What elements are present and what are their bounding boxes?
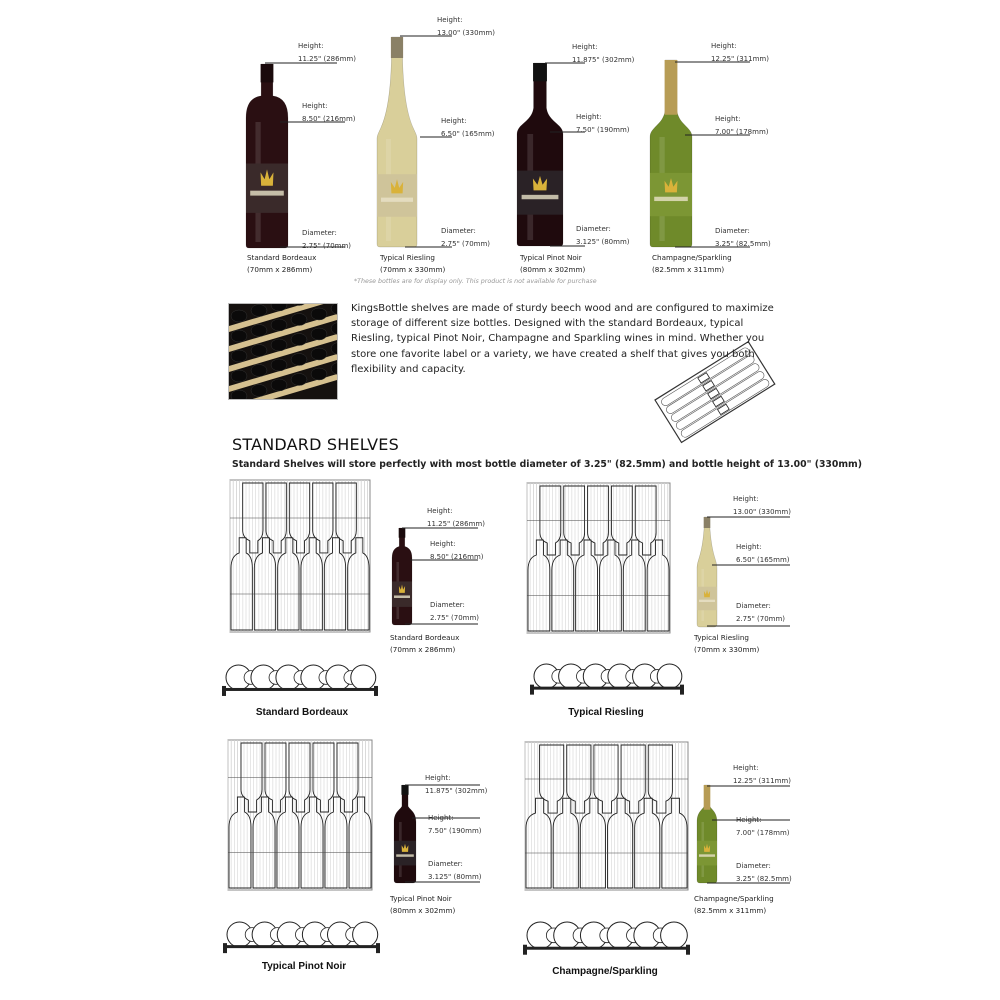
panel-bottle-champagne (697, 785, 717, 883)
height-shoulder-annotation (428, 812, 482, 838)
bottle-capsule (704, 517, 711, 528)
bottle-end-circle (353, 922, 378, 947)
bottle-dims: (70mm x 330mm) (694, 645, 760, 654)
annotation-label: Diameter: (430, 601, 465, 609)
bottle-end-circle (657, 664, 682, 689)
kingsbottle-wordmark (699, 854, 715, 856)
wine-bottle (231, 350, 247, 362)
panel-caption-riesling: Typical Riesling (568, 707, 644, 718)
annotation-label: Diameter: (428, 860, 463, 868)
bottle-capsule (533, 63, 547, 81)
shelf-photo-image (229, 304, 337, 399)
annotation-label: Height: (733, 764, 759, 772)
bottle-name-label (694, 893, 774, 917)
annotation-label: Diameter: (715, 227, 750, 235)
annotation-value: 11.25" (286mm) (427, 520, 485, 528)
panel-bottle-bordeaux (392, 528, 412, 625)
panel-bottle-pinot (394, 785, 416, 883)
wine-bottle (231, 370, 247, 382)
shelf-side-drawing-pinot (223, 922, 380, 953)
annotation-value: 3.125" (80mm) (576, 238, 630, 246)
bottle-capsule (665, 60, 678, 115)
diameter-annotation (302, 227, 351, 253)
kingsbottle-wordmark (381, 198, 413, 202)
wine-bottle (271, 319, 287, 331)
bottle-name: Typical Riesling (380, 253, 435, 262)
annotation-label: Height: (572, 43, 598, 51)
bottle-dims: (82.5mm x 311mm) (652, 265, 725, 274)
annotation-label: Diameter: (302, 229, 337, 237)
wine-bottle (231, 310, 247, 322)
bottle-riesling (377, 37, 417, 247)
annotation-label: Height: (428, 814, 454, 822)
height-shoulder-annotation (715, 113, 769, 139)
bottle-capsule (391, 37, 403, 58)
wine-bottle (311, 348, 327, 360)
height-shoulder-annotation (302, 100, 356, 126)
annotation-label: Height: (425, 774, 451, 782)
annotation-label: Diameter: (576, 225, 611, 233)
height-total-annotation (427, 505, 485, 531)
wine-bottle (311, 368, 327, 380)
wine-bottle (231, 330, 247, 342)
shelf-rail (523, 947, 690, 950)
annotation-value: 7.50" (190mm) (428, 827, 482, 835)
height-shoulder-annotation (441, 115, 495, 141)
annotation-label: Height: (302, 102, 328, 110)
annotation-value: 11.875" (302mm) (425, 787, 488, 795)
annotation-label: Diameter: (736, 602, 771, 610)
bottle-dims: (70mm x 330mm) (380, 265, 446, 274)
bottle-end-circle (661, 922, 688, 949)
wine-bottle (291, 314, 307, 326)
bottle-dims: (70mm x 286mm) (247, 265, 313, 274)
annotation-label: Height: (437, 16, 463, 24)
bottle-capsule (399, 528, 406, 538)
shelf-rail (530, 687, 684, 690)
annotation-label: Height: (711, 42, 737, 50)
kingsbottle-wordmark (522, 195, 559, 199)
annotation-value: 3.25" (82.5mm) (736, 875, 792, 883)
bottle-name: Typical Pinot Noir (390, 894, 452, 903)
wine-bottle (251, 345, 267, 357)
bottle-name-label (380, 252, 445, 276)
annotation-value: 13.00" (330mm) (437, 29, 495, 37)
shelf-rail (222, 688, 378, 691)
annotation-value: 12.25" (311mm) (733, 777, 791, 785)
bottle-name-label (247, 252, 316, 276)
height-total-annotation (711, 40, 769, 66)
wine-bottle (271, 339, 287, 351)
annotation-value: 3.25" (82.5mm) (715, 240, 771, 248)
bottle-name-label (694, 632, 759, 656)
diameter-annotation (736, 600, 785, 626)
section-subtitle: Standard Shelves will store perfectly with most bottle diameter of 3.25" (82.5mm) and bottle height of 13.00" (330mm) (232, 459, 862, 470)
bottle-name: Typical Riesling (694, 633, 749, 642)
section-title: STANDARD SHELVES (232, 435, 399, 454)
shelf-side-drawing-riesling (530, 664, 684, 695)
annotation-value: 2.75" (70mm) (441, 240, 491, 248)
annotation-label: Height: (736, 816, 762, 824)
panel-caption-bordeaux: Standard Bordeaux (255, 707, 349, 718)
annotation-value: 13.00" (330mm) (733, 508, 791, 516)
annotation-value: 6.50" (165mm) (441, 130, 495, 138)
wine-bottle (251, 325, 267, 337)
height-total-annotation (572, 41, 634, 67)
bottle-name: Champagne/Sparkling (652, 253, 732, 262)
bottle-name: Standard Bordeaux (247, 253, 317, 262)
shelf-front-drawing-riesling (527, 483, 670, 633)
shelf-side-drawing-champagne (523, 922, 690, 955)
shelf-front-drawing-bordeaux (230, 480, 370, 632)
kingsbottle-wordmark (699, 600, 715, 602)
diameter-annotation (715, 225, 771, 251)
diameter-annotation (428, 858, 482, 884)
kingsbottle-wordmark (250, 191, 284, 196)
annotation-label: Height: (427, 507, 453, 515)
shelf-photo (228, 303, 338, 400)
annotation-value: 8.50" (216mm) (430, 553, 484, 561)
annotation-value: 3.125" (80mm) (428, 873, 482, 881)
annotation-value: 12.25" (311mm) (711, 55, 769, 63)
bottle-dims: (82.5mm x 311mm) (694, 906, 767, 915)
bottle-dims: (70mm x 286mm) (390, 645, 456, 654)
annotation-label: Height: (441, 117, 467, 125)
bottle-capsule (704, 785, 711, 810)
annotation-value: 7.50" (190mm) (576, 126, 630, 134)
height-shoulder-annotation (576, 111, 630, 137)
annotation-value: 6.50" (165mm) (736, 556, 790, 564)
height-total-annotation (425, 772, 487, 798)
annotation-label: Height: (430, 540, 456, 548)
diameter-annotation (576, 223, 630, 249)
bottle-name-label (520, 252, 585, 276)
bottle-capsule (401, 785, 408, 795)
wine-bottle (291, 354, 307, 366)
wine-bottle (311, 328, 327, 340)
annotation-value: 11.875" (302mm) (572, 56, 635, 64)
height-shoulder-annotation (430, 538, 484, 564)
height-shoulder-annotation (736, 541, 790, 567)
bottle-capsule (261, 64, 274, 82)
annotation-value: 11.25" (286mm) (298, 55, 356, 63)
panel-caption-champagne: Champagne/Sparkling (552, 966, 658, 977)
bottle-name: Champagne/Sparkling (694, 894, 774, 903)
annotation-label: Height: (736, 543, 762, 551)
bottle-name: Standard Bordeaux (390, 633, 460, 642)
annotation-value: 7.00" (178mm) (715, 128, 769, 136)
bottle-name: Typical Pinot Noir (520, 253, 582, 262)
wine-bottle (311, 308, 327, 320)
shelf-description: KingsBottle shelves are made of sturdy beech wood and are configured to maximize storage of different size bottles. Designed with the standard Bordeaux, typical Riesling, typical Pinot Noir, Champagne and Sparkling wines in mind. Whether you store one favorite label or a variety, we have created a shelf that gives you both flexibility and capacity. (351, 303, 774, 375)
kingsbottle-wordmark (396, 854, 414, 856)
height-total-annotation (733, 493, 791, 519)
wine-bottle (291, 374, 307, 386)
annotation-value: 8.50" (216mm) (302, 115, 356, 123)
bottle-bordeaux (246, 64, 288, 248)
height-total-annotation (298, 40, 356, 66)
wine-bottle (271, 359, 287, 371)
shelf-rail (223, 945, 380, 948)
bottle-end-circle (351, 665, 376, 690)
annotation-label: Height: (576, 113, 602, 121)
annotation-value: 2.75" (70mm) (302, 242, 352, 250)
wine-bottle (271, 379, 287, 391)
annotation-label: Diameter: (736, 862, 771, 870)
bottle-name-label (652, 252, 732, 276)
bottle-name-label (390, 893, 455, 917)
annotation-label: Diameter: (441, 227, 476, 235)
shelf-side-drawing-bordeaux (222, 665, 378, 696)
bottle-name-label (390, 632, 459, 656)
wine-bottle (251, 305, 267, 317)
wine-bottle (251, 385, 267, 397)
bottle-champagne (650, 60, 692, 247)
wine-bottle (291, 334, 307, 346)
panel-bottle-riesling (697, 517, 717, 627)
annotation-value: 2.75" (70mm) (430, 614, 480, 622)
annotation-value: 2.75" (70mm) (736, 615, 786, 623)
kingsbottle-wordmark (654, 197, 688, 201)
height-total-annotation (733, 762, 791, 788)
wine-bottle (251, 365, 267, 377)
panel-caption-pinot: Typical Pinot Noir (261, 961, 347, 972)
shelf-front-drawing-champagne (525, 742, 688, 890)
bottle-dims: (80mm x 302mm) (390, 906, 456, 915)
bottle-pinot (517, 63, 563, 246)
bottle-dims: (80mm x 302mm) (520, 265, 586, 274)
diameter-annotation (430, 599, 479, 625)
diameter-annotation (441, 225, 490, 251)
height-total-annotation (437, 14, 495, 40)
annotation-label: Height: (715, 115, 741, 123)
diameter-annotation (736, 860, 792, 886)
height-shoulder-annotation (736, 814, 790, 840)
shelf-front-drawing-pinot (228, 740, 372, 890)
kingsbottle-wordmark (394, 595, 410, 598)
annotation-label: Height: (733, 495, 759, 503)
display-disclaimer: *These bottles are for display only. This product is not available for purchase (354, 278, 597, 285)
annotation-value: 7.00" (178mm) (736, 829, 790, 837)
annotation-label: Height: (298, 42, 324, 50)
